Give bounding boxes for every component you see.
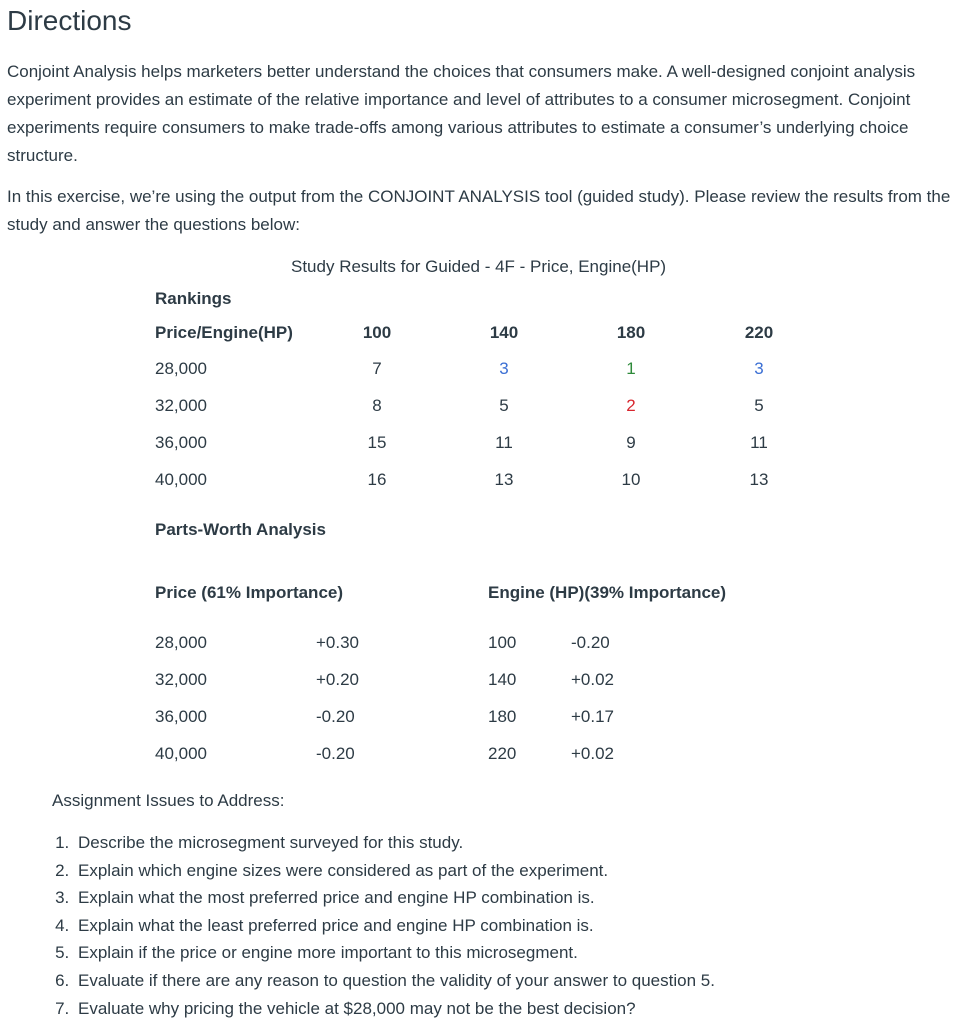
- assignment-item: 2. Explain which engine sizes were considered as part of the experiment.: [74, 857, 964, 885]
- rankings-cell: 15: [367, 433, 387, 452]
- rankings-row-price: 28,000: [155, 359, 207, 378]
- engine-level-value: +0.02: [571, 670, 615, 689]
- page-title: Directions: [7, 5, 132, 36]
- engine-level-value: -0.20: [571, 633, 610, 652]
- rankings-cell: 2: [626, 396, 636, 415]
- rankings-cell: 11: [495, 433, 513, 452]
- rankings-cell: 9: [626, 433, 636, 452]
- rankings-cell: 11: [750, 433, 768, 452]
- price-level-label: 28,000: [155, 633, 207, 652]
- assignment-item: 4. Explain what the least preferred price and engine HP combination is.: [74, 912, 964, 940]
- parts-worth-title: Parts-Worth Analysis: [155, 520, 326, 539]
- rankings-corner-header: Price/Engine(HP): [155, 323, 293, 342]
- rankings-cell: 16: [367, 470, 387, 489]
- assignment-item: 3. Explain what the most preferred price and engine HP combination is.: [74, 884, 964, 912]
- price-level-label: 32,000: [155, 670, 207, 689]
- assignment-item: 5. Explain if the price or engine more important to this microsegment.: [74, 939, 964, 967]
- rankings-row-price: 40,000: [155, 470, 207, 489]
- engine-level-label: 140: [488, 670, 517, 689]
- rankings-cell: 5: [754, 396, 764, 415]
- rankings-label: Rankings: [155, 289, 232, 308]
- price-importance-header: Price (61% Importance): [155, 583, 344, 602]
- rankings-cell: 5: [499, 396, 509, 415]
- price-level-label: 36,000: [155, 707, 207, 726]
- price-level-value: -0.20: [316, 707, 355, 726]
- price-level-value: +0.30: [316, 633, 360, 652]
- rankings-cell: 3: [499, 359, 509, 378]
- assignment-item: 1. Describe the microsegment surveyed for this study.: [74, 829, 964, 857]
- engine-level-label: 180: [488, 707, 517, 726]
- engine-level-label: 100: [488, 633, 517, 652]
- rankings-cell: 3: [754, 359, 764, 378]
- rankings-cell: 8: [372, 396, 382, 415]
- engine-level-value: +0.17: [571, 707, 615, 726]
- assignment-item: 6. Evaluate if there are any reason to question the validity of your answer to question 5.: [74, 967, 964, 995]
- assignment-heading: Assignment Issues to Address:: [52, 791, 285, 810]
- engine-level-label: 220: [488, 744, 517, 763]
- rankings-row-price: 36,000: [155, 433, 207, 452]
- intro-paragraph: Conjoint Analysis helps marketers better understand the choices that consumers make. A well-designed conjoint analysis experiment provides an estimate of the relative importance and level of attributes to a consumer microsegment. Conjoint experiments require consumers to make trade-offs among various attributes to estimate a consumer’s underlying choice structure.: [7, 62, 916, 165]
- price-level-label: 40,000: [155, 744, 207, 763]
- rankings-cell: 13: [749, 470, 769, 489]
- engine-importance-header: Engine (HP)(39% Importance): [488, 583, 727, 602]
- rankings-column-header: 180: [616, 323, 646, 342]
- rankings-cell: 7: [372, 359, 382, 378]
- price-level-value: -0.20: [316, 744, 355, 763]
- rankings-column-header: 140: [489, 323, 519, 342]
- assignment-item: 7. Evaluate why pricing the vehicle at $28,000 may not be the best decision?: [74, 995, 964, 1023]
- rankings-row-price: 32,000: [155, 396, 207, 415]
- exercise-paragraph: In this exercise, we’re using the output from the CONJOINT ANALYSIS tool (guided study). Please review the results from the study and answer the questions below:: [7, 187, 951, 234]
- assignment-list: [52, 829, 964, 1022]
- rankings-cell: 1: [626, 359, 636, 378]
- rankings-column-header: 220: [744, 323, 774, 342]
- rankings-column-header: 100: [362, 323, 392, 342]
- study-title: Study Results for Guided - 4F - Price, Engine(HP): [291, 257, 667, 276]
- rankings-cell: 10: [621, 470, 641, 489]
- price-level-value: +0.20: [316, 670, 360, 689]
- rankings-cell: 13: [494, 470, 514, 489]
- engine-level-value: +0.02: [571, 744, 615, 763]
